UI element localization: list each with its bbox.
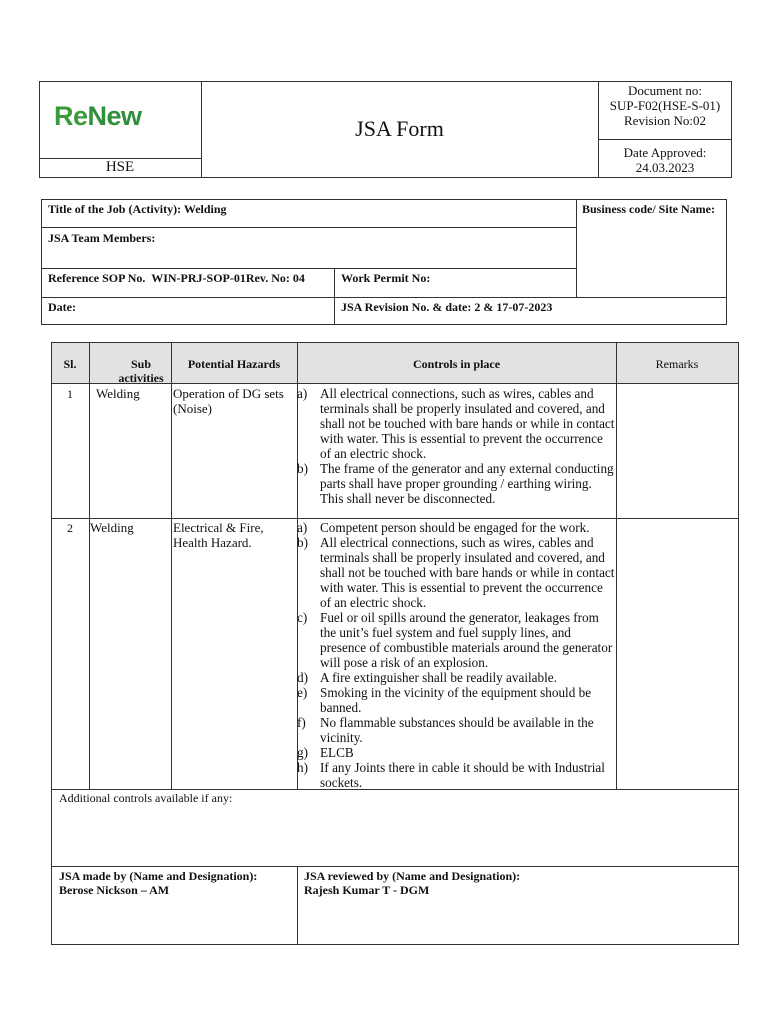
additional-controls-label: Additional controls available if any:	[59, 791, 233, 805]
control-item-key: f)	[297, 715, 306, 730]
row2-control-e	[297, 685, 615, 715]
row1-control-b	[297, 461, 615, 506]
control-item-text: Competent person should be engaged for the work.	[320, 520, 590, 535]
doc-no-label: Document no:	[627, 83, 702, 98]
reviewed-by-value: Rajesh Kumar T - DGM	[304, 883, 430, 897]
control-item-key: g)	[297, 745, 308, 760]
control-item-key: e)	[297, 685, 308, 700]
row2-control-h	[297, 760, 615, 790]
made-by-value: Berose Nickson – AM	[59, 883, 170, 897]
row2-sub: Welding	[90, 520, 134, 535]
row2-hazard: Electrical & Fire, Health Hazard.	[173, 520, 264, 550]
row1-sl: 1	[67, 387, 73, 401]
team-members-label: JSA Team Members:	[48, 231, 156, 245]
control-item-text: A fire extinguisher shall be readily available.	[320, 670, 557, 685]
doc-no: SUP-F02(HSE-S-01)	[609, 98, 721, 113]
control-item-key: h)	[297, 760, 308, 775]
col-header-controls: Controls in place	[412, 357, 501, 371]
made-by-label: JSA made by (Name and Designation):	[59, 869, 258, 883]
col-header-hazards: Potential Hazards	[187, 357, 281, 371]
work-permit-label: Work Permit No:	[341, 271, 431, 285]
reference-sop: Reference SOP No. WIN-PRJ-SOP-01Rev. No: 04	[48, 271, 305, 285]
date-approved-label: Date Approved:	[623, 145, 707, 160]
col-header-sub: Sub activities	[118, 357, 164, 385]
row2-control-f	[297, 715, 615, 745]
control-item-text: Fuel or oil spills around the generator, leakages from the unit’s fuel system and fuel supply lines, and presence of combustible materials around the generator will pose a risk of an explosion.	[320, 610, 613, 670]
row1-sub: Welding	[96, 386, 140, 401]
control-item-key: d)	[297, 670, 308, 685]
control-item-text: The frame of the generator and any external conducting parts shall have proper grounding / earthing wiring. This shall never be disconnected.	[320, 461, 614, 506]
control-item-text: All electrical connections, such as wires, cables and terminals shall be properly insulated and covered, and shall not be touched with bare hands or while in contact with water. This is essential to prevent the occurrence of an electric shock.	[320, 386, 615, 461]
date-approved	[598, 145, 732, 175]
row2-control-g	[297, 745, 615, 760]
row1-controls	[297, 386, 615, 506]
reviewed-by-label: JSA reviewed by (Name and Designation):	[304, 869, 521, 883]
control-item-text: ELCB	[320, 745, 354, 760]
control-item-key: c)	[297, 610, 308, 625]
control-item-key: b)	[297, 461, 308, 476]
row2-control-c	[297, 610, 615, 670]
control-item-text: If any Joints there in cable it should be with Industrial sockets.	[320, 760, 605, 790]
control-item-key: b)	[297, 535, 308, 550]
row2-control-a	[297, 520, 615, 535]
row2-sl: 2	[67, 521, 73, 535]
row2-control-b	[297, 535, 615, 610]
control-item-text: All electrical connections, such as wires, cables and terminals shall be properly insulated and covered, and shall not be touched with bare hands or while in contact with water. This is essential to prevent the occurrence of an electric shock.	[320, 535, 615, 610]
form-title: JSA Form	[355, 116, 444, 141]
revision: Revision No:02	[624, 113, 706, 128]
col-header-sl: Sl.	[63, 357, 77, 371]
row2-controls	[297, 520, 615, 790]
date-approved-value: 24.03.2023	[635, 160, 695, 175]
control-item-key: a)	[297, 386, 308, 401]
business-code-label: Business code/ Site Name:	[582, 202, 715, 216]
control-item-text: Smoking in the vicinity of the equipment should be banned.	[320, 685, 592, 715]
document-info	[598, 83, 732, 128]
row1-control-a	[297, 386, 615, 461]
job-title: Title of the Job (Activity): Welding	[48, 202, 227, 216]
date-label: Date:	[48, 300, 76, 314]
row2-control-d	[297, 670, 615, 685]
row1-hazard: Operation of DG sets (Noise)	[173, 386, 284, 416]
dept-label: HSE	[105, 159, 135, 175]
jsa-revision: JSA Revision No. & date: 2 & 17-07-2023	[341, 300, 553, 314]
renew-logo: ReNew	[54, 101, 142, 131]
control-item-text: No flammable substances should be available in the vicinity.	[320, 715, 594, 745]
col-header-remarks: Remarks	[655, 357, 699, 371]
control-item-key: a)	[297, 520, 308, 535]
